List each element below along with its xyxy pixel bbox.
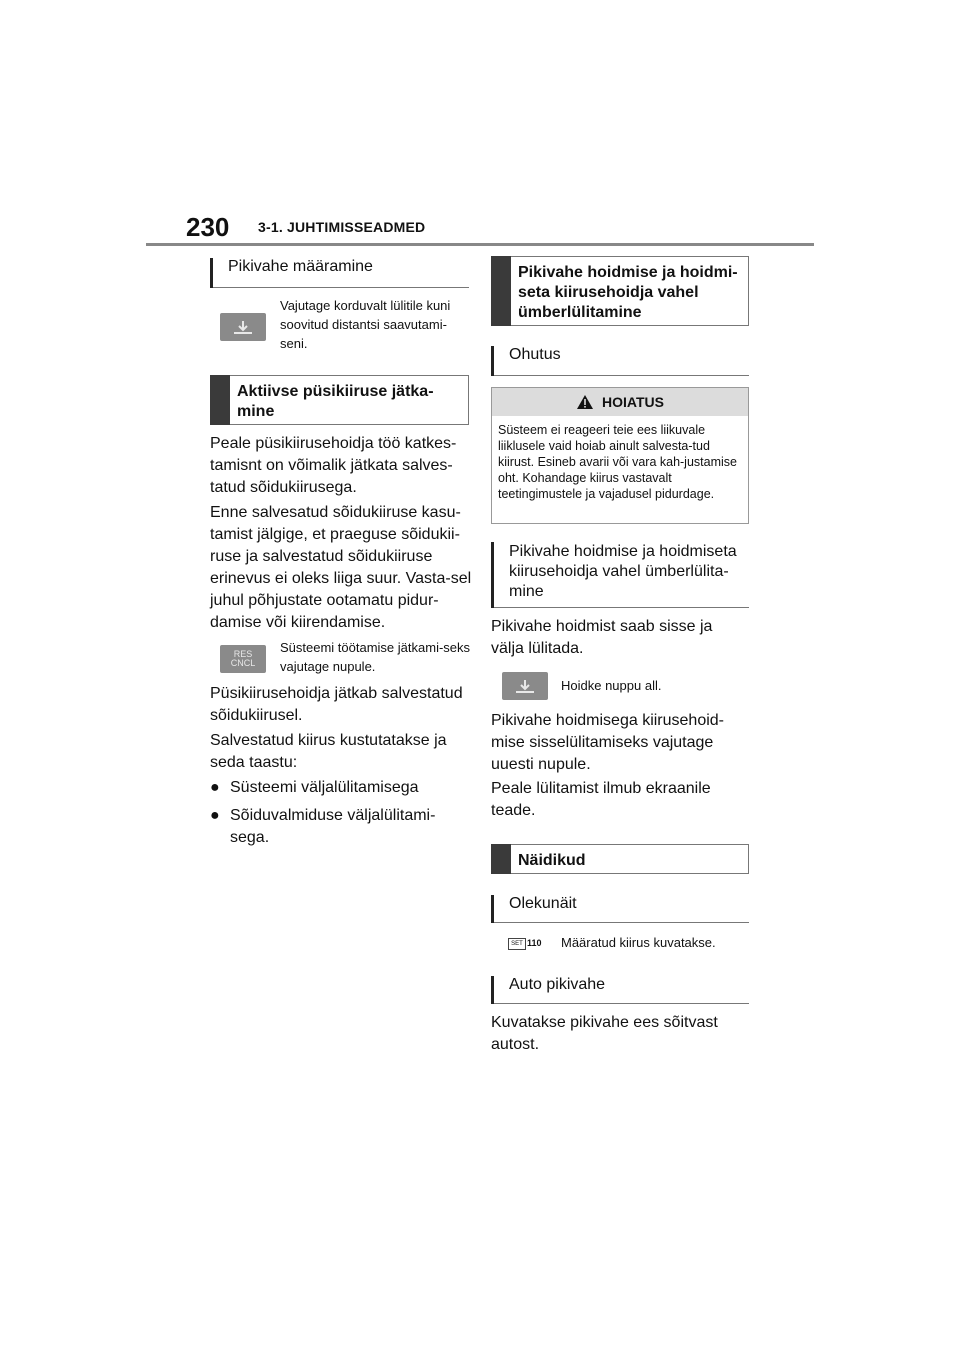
resume-heading (210, 375, 469, 425)
resume-paragraph-3: Püsikiirusehoidja jätkab salvestatud sõidukiirusel. (210, 685, 463, 724)
switch-paragraph-2: Pikivahe hoidmisega kiirusehoid-mise sisselülitamiseks vajutage uuesti nupule. (491, 712, 725, 773)
warning-box (491, 387, 749, 524)
switch-subheading-text: Pikivahe hoidmise ja hoidmiseta kiirusehoidja vahel ümberlülita-mine (509, 543, 737, 600)
distance-setting-text: Vajutage korduvalt lülitile kuni soovitud distantsi saavutami-seni. (280, 298, 451, 351)
auto-distance-heading (491, 976, 749, 1004)
warning-title: HOIATUS (602, 394, 664, 410)
bullet-item: Sõiduvalmiduse väljalülitami-sega. (230, 807, 436, 846)
bullet-dot-icon: ● (210, 807, 220, 824)
warning-text: Süsteem ei reageeri teie ees liikuvale liiklusele vaid hoiab ainult salvesta-tud kiirust. Esineb avarii või vara kah-justamise oht. Kohandage kiirus vastavalt teetingimustele ja vajadusel pidurdage. (498, 423, 737, 501)
switch-paragraph-1: Pikivahe hoidmist saab sisse ja välja lülitada. (491, 618, 713, 657)
switch-subheading (491, 542, 749, 608)
res-cncl-button-icon (220, 645, 266, 673)
distance-setting-heading (210, 258, 469, 288)
status-heading-text: Olekunäit (509, 895, 577, 912)
res-button-text: Süsteemi töötamise jätkami-seks vajutage nupule. (280, 640, 471, 674)
switch-heading (491, 256, 749, 326)
safety-heading (491, 346, 749, 376)
switch-heading-text: Pikivahe hoidmise ja hoidmi-seta kiirusehoidja vahel ümberlülitamine (518, 264, 738, 321)
resume-paragraph-2: Enne salvesatud sõidukiiruse kasu-tamist jälgige, et praeguse sõidukii-ruse ja salvestatud sõidukiiruse erinevus ei oleks liiga suur. Vasta-sel juhul põhjustate ootamatu pidur-damise või kiirendamise. (210, 504, 472, 631)
hold-button-icon (502, 672, 548, 700)
auto-distance-text: Kuvatakse pikivahe ees sõitvast autost. (491, 1014, 718, 1053)
warning-header (492, 388, 748, 416)
resume-heading-text: Aktiivse püsikiiruse jätka-mine (237, 383, 434, 420)
bullet-dot-icon: ● (210, 779, 220, 796)
set-speed-text: Määratud kiirus kuvatakse. (561, 935, 716, 950)
cncl-label: CNCL (230, 658, 256, 668)
res-label: RES (233, 649, 253, 659)
resume-paragraph-4: Salvestatud kiirus kustutatakse ja seda taastu: (210, 732, 447, 771)
page-number: 230 (186, 212, 230, 242)
switch-paragraph-3: Peale lülitamist ilmub ekraanile teade. (491, 780, 711, 819)
distance-setting-heading-text: Pikivahe määramine (228, 258, 373, 275)
indicators-heading-text: Näidikud (518, 852, 586, 869)
res-cncl-icon (231, 650, 256, 668)
distance-button-icon (220, 313, 266, 341)
distance-icon (232, 319, 254, 335)
distance-icon (514, 678, 536, 694)
warning-triangle-icon (576, 394, 594, 410)
bullet-item: Süsteemi väljalülitamisega (230, 779, 419, 796)
status-heading (491, 895, 749, 923)
resume-paragraph-1: Peale püsikiirusehoidja töö katkes-tamisnt on võimalik jätkata salves-tatud sõidukiirusega. (210, 435, 457, 496)
header-rule (146, 243, 814, 246)
set-speed-value: 110 (527, 938, 542, 948)
set-speed-icon: SET (508, 938, 526, 950)
safety-heading-text: Ohutus (509, 346, 561, 363)
indicators-heading (491, 844, 749, 874)
chapter-title: 3-1. JUHTIMISSEADMED (258, 219, 426, 235)
auto-distance-heading-text: Auto pikivahe (509, 976, 606, 993)
hold-button-text: Hoidke nuppu all. (561, 678, 662, 693)
